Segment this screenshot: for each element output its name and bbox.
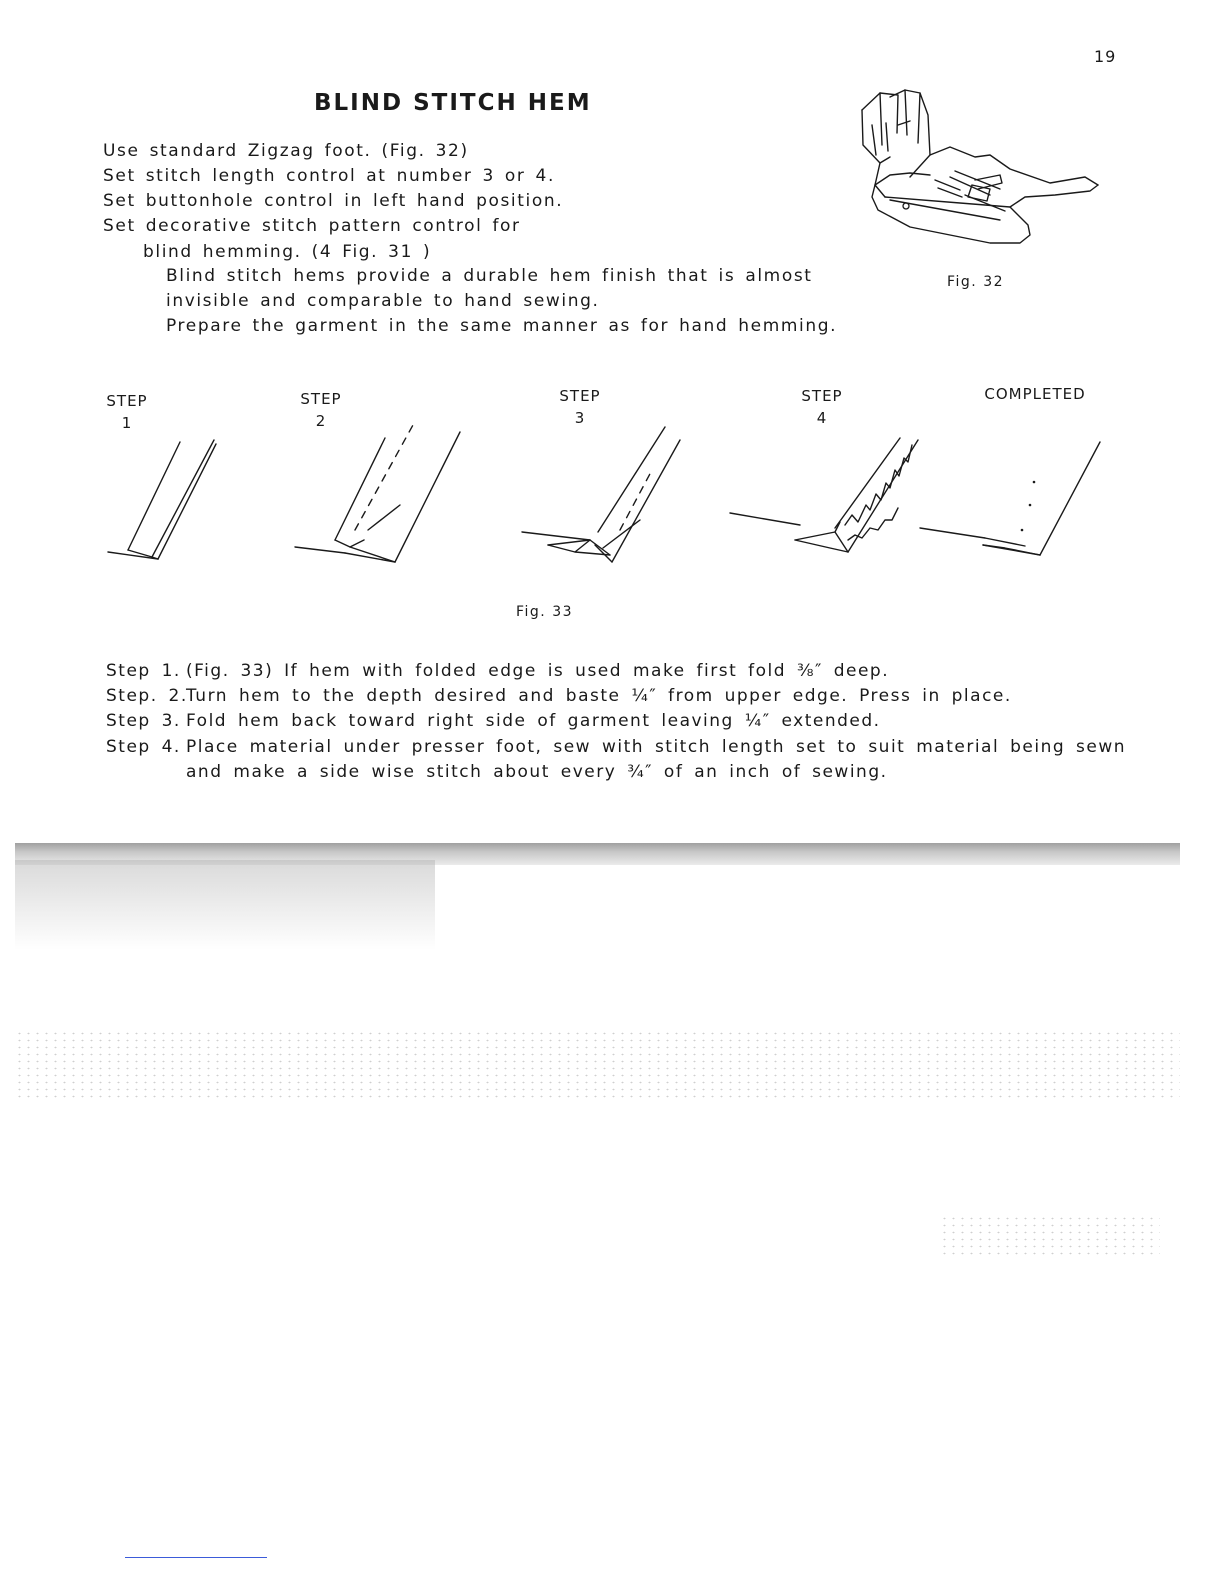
fig32-caption: Fig. 32 bbox=[947, 274, 1005, 290]
instruction-line: Blind stitch hems provide a durable hem finish that is almost bbox=[166, 266, 813, 286]
hem-completed-drawing bbox=[920, 442, 1100, 555]
stage-label-3: STEP 3 bbox=[559, 387, 601, 427]
step-line-4-continued: and make a side wise stitch about every ¾″ of an inch of sewing. bbox=[186, 762, 888, 782]
stage-label-4: STEP 4 bbox=[801, 387, 843, 427]
hem-step-4-drawing bbox=[730, 438, 918, 552]
step-line-4: Step 4. Place material under presser foot, sew with stitch length set to suit material being sewn bbox=[106, 737, 1127, 757]
instruction-line: invisible and comparable to hand sewing. bbox=[166, 291, 600, 311]
fig33-caption: Fig. 33 bbox=[516, 604, 574, 620]
hem-step-2-drawing bbox=[295, 425, 460, 562]
scan-noise bbox=[940, 1215, 1160, 1255]
page-edge-line bbox=[125, 1557, 267, 1558]
stage-label-1: STEP 1 bbox=[106, 392, 148, 432]
scan-noise bbox=[15, 1030, 1180, 1100]
instruction-line: Set buttonhole control in left hand position. bbox=[103, 191, 564, 211]
fig33-diagram bbox=[0, 0, 1224, 620]
instruction-line: Prepare the garment in the same manner as for hand hemming. bbox=[166, 316, 838, 336]
page-title: BLIND STITCH HEM bbox=[314, 90, 592, 116]
scan-shadow-fade bbox=[15, 860, 435, 950]
instruction-line: Use standard Zigzag foot. (Fig. 32) bbox=[103, 141, 469, 161]
instruction-line: blind hemming. (4 Fig. 31 ) bbox=[143, 242, 432, 262]
hem-step-1-drawing bbox=[108, 440, 216, 559]
instruction-line: Set stitch length control at number 3 or 4. bbox=[103, 166, 555, 186]
step-line-1: Step 1. (Fig. 33) If hem with folded edge is used make first fold ⅜″ deep. bbox=[106, 661, 890, 681]
stage-label-2: STEP 2 bbox=[300, 390, 342, 430]
page-number: 19 bbox=[1094, 47, 1117, 66]
hem-step-3-drawing bbox=[522, 427, 680, 562]
instruction-line: Set decorative stitch pattern control for bbox=[103, 216, 521, 236]
step-line-3: Step 3. Fold hem back toward right side of garment leaving ¼″ extended. bbox=[106, 711, 881, 731]
stage-label-completed: COMPLETED bbox=[984, 385, 1086, 403]
step-line-2: Step. 2.Turn hem to the depth desired and baste ¼″ from upper edge. Press in place. bbox=[106, 686, 1012, 706]
